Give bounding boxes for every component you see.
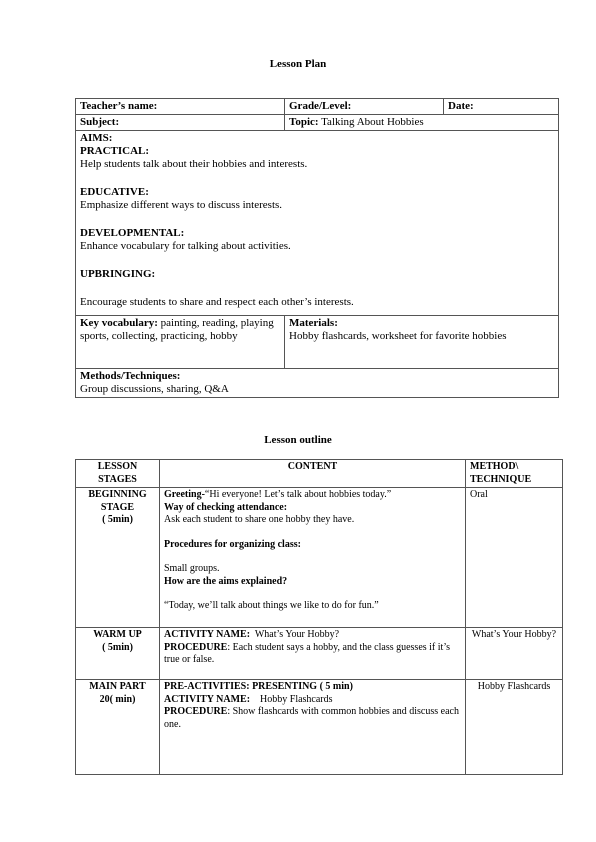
- stages-header: LESSON STAGES: [76, 460, 160, 488]
- attendance-label: Way of checking attendance:: [164, 501, 288, 513]
- beginning-stage-label: BEGINNING STAGE: [88, 489, 147, 513]
- subject-label: Subject:: [76, 115, 285, 131]
- main-procedure-text: : Show flashcards with common hobbies and discuss each one.: [164, 706, 459, 730]
- pre-activities-label: PRE-ACTIVITIES: PRESENTING ( 5 min): [164, 681, 353, 692]
- practical-text: Help students talk about their hobbies and interests.: [80, 158, 308, 170]
- developmental-text: Enhance vocabulary for talking about activities.: [80, 240, 291, 252]
- main-part-stage-cell: [76, 680, 160, 775]
- educative-label: EDUCATIVE:: [80, 186, 149, 198]
- main-part-content-cell: [160, 680, 466, 775]
- key-vocabulary-label: Key vocabulary:: [80, 317, 158, 329]
- main-part-row: [76, 680, 563, 775]
- date-label: Date:: [444, 99, 559, 115]
- main-part-stage-label: MAIN PART: [89, 681, 146, 692]
- aims-cell: [76, 131, 559, 316]
- greeting-text: “Hi everyone! Let’s talk about hobbies today.”: [204, 489, 392, 500]
- beginning-method-cell: Oral: [466, 488, 563, 628]
- key-vocabulary-text: painting, reading, playing sports, collecting, practicing, hobby: [80, 317, 274, 342]
- greeting-label: Greeting-: [164, 489, 205, 500]
- warm-up-stage-label: WARM UP: [93, 629, 142, 640]
- methods-text: Group discussions, sharing, Q&A: [80, 383, 229, 395]
- methods-cell: [76, 369, 559, 398]
- page-title: Lesson Plan: [269, 58, 327, 70]
- beginning-stage-cell: [76, 488, 160, 628]
- upbringing-text: Encourage students to share and respect each other’s interests.: [80, 296, 354, 308]
- grade-level-label: Grade/Level:: [285, 99, 444, 115]
- materials-text: Hobby flashcards, worksheet for favorite hobbies: [289, 330, 507, 342]
- lesson-outline-title: Lesson outline: [264, 434, 332, 446]
- main-activity-text: Hobby Flashcards: [260, 693, 333, 705]
- aims-explained-text: “Today, we’ll talk about things we like to do for fun.”: [164, 600, 379, 611]
- methods-label: Methods/Techniques:: [80, 370, 181, 382]
- practical-label: PRACTICAL:: [80, 145, 150, 157]
- attendance-text: Ask each student to share one hobby they have.: [164, 514, 355, 525]
- warm-up-stage-time: ( 5min): [102, 641, 133, 653]
- upbringing-label: UPBRINGING:: [80, 268, 156, 280]
- warm-up-stage-cell: [76, 628, 160, 680]
- lesson-outline-table: [75, 459, 563, 775]
- outline-header-row: [76, 460, 563, 488]
- warm-up-method-cell: What’s Your Hobby?: [466, 628, 563, 680]
- key-vocabulary-cell: [76, 316, 285, 369]
- topic-label: Topic:: [289, 116, 319, 128]
- method-header: METHOD\ TECHNIQUE: [466, 460, 563, 488]
- developmental-label: DEVELOPMENTAL:: [80, 227, 185, 239]
- materials-cell: [285, 316, 559, 369]
- content-header: CONTENT: [160, 460, 466, 488]
- warm-up-procedure-text: : Each student says a hobby, and the class guesses if it’s true or false.: [164, 641, 450, 665]
- procedures-text: Small groups.: [164, 563, 220, 574]
- beginning-content-cell: [160, 488, 466, 628]
- main-procedure-label: PROCEDURE: [164, 706, 228, 717]
- main-activity-label: ACTIVITY NAME:: [164, 693, 251, 705]
- teacher-name-label: Teacher’s name:: [76, 99, 285, 115]
- beginning-stage-row: [76, 488, 563, 628]
- aims-explained-label: How are the aims explained?: [164, 575, 288, 587]
- warm-up-activity-label: ACTIVITY NAME:: [164, 629, 251, 640]
- topic-cell: [285, 115, 559, 131]
- beginning-stage-time: ( 5min): [102, 514, 133, 525]
- main-part-method-cell: Hobby Flashcards: [466, 680, 563, 775]
- warm-up-row: [76, 628, 563, 680]
- warm-up-content-cell: [160, 628, 466, 680]
- topic-value: Talking About Hobbies: [321, 116, 424, 128]
- main-part-stage-time: 20( min): [99, 693, 136, 705]
- educative-text: Emphasize different ways to discuss interests.: [80, 199, 283, 211]
- warm-up-procedure-label: PROCEDURE: [164, 641, 228, 653]
- warm-up-activity-text: What’s Your Hobby?: [254, 629, 340, 640]
- procedures-label: Procedures for organizing class:: [164, 538, 301, 550]
- aims-heading: AIMS:: [80, 132, 113, 144]
- lesson-info-table: [75, 98, 559, 398]
- materials-label: Materials:: [289, 317, 338, 329]
